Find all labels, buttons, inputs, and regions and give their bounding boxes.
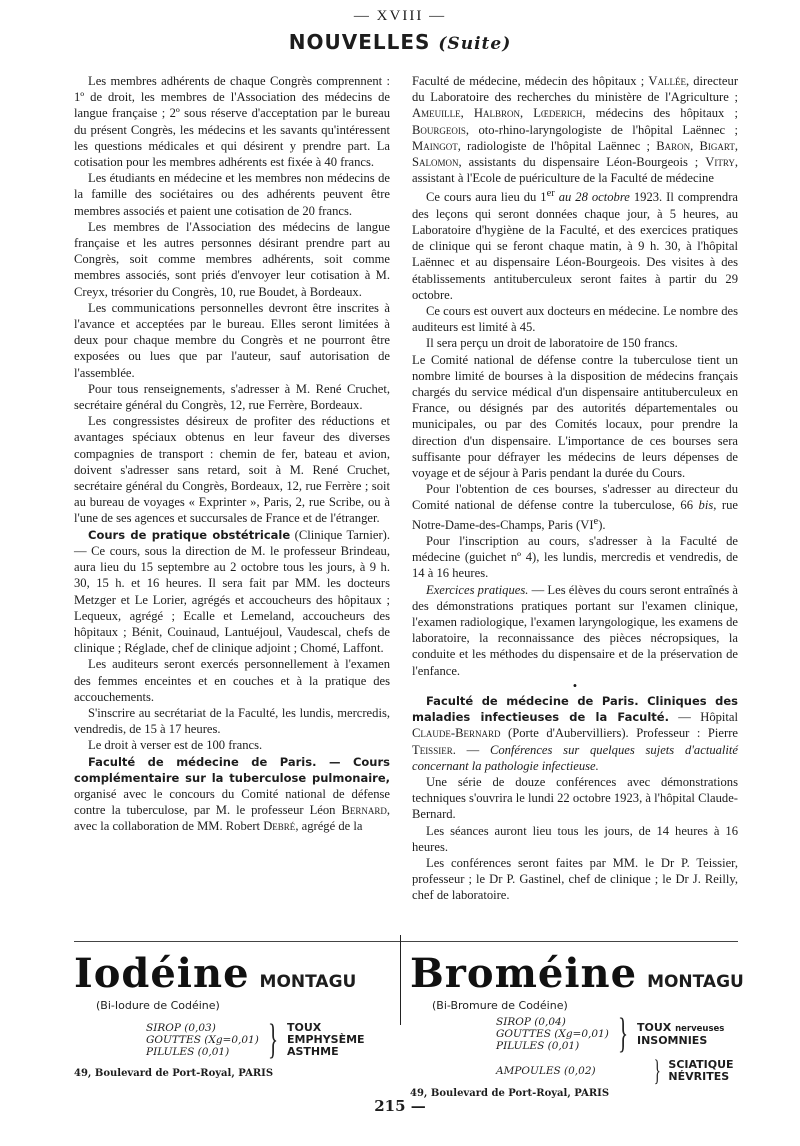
- text-italic: bis: [698, 498, 714, 513]
- page-header-roman: — XVIII —: [353, 8, 447, 24]
- ad-indications-bottom: [668, 1059, 733, 1083]
- paragraph: Les étudiants en médecine et les membres non médecins de la famille des sociétaires ou des adhérents peuvent être membres associés et paient une cotisation de 20 francs.: [74, 171, 390, 218]
- person-name: Teissier: [412, 742, 453, 757]
- title-main: NOUVELLES: [288, 30, 431, 54]
- ad-bromeine: [410, 950, 744, 1099]
- text: Faculté de médecine, médecin des hôpitaux ;: [412, 74, 649, 88]
- paragraph-infectious: [412, 693, 738, 774]
- title-suite: (Suite): [438, 34, 512, 54]
- text: , radiologiste de l'hôpital Laënnec ;: [457, 138, 657, 153]
- hospital-name: Claude-Bernard: [412, 726, 501, 741]
- ampoules-form: AMPOULES (0,02): [496, 1065, 596, 1077]
- ad-address: 49, Boulevard de Port-Royal, PARIS: [410, 1088, 610, 1099]
- text: Ce cours aura lieu du 1: [426, 190, 547, 205]
- superscript: e: [593, 515, 599, 527]
- form-item: PILULES (0,01): [496, 1040, 580, 1052]
- paragraph-text: , avec la collaboration de MM. Robert: [74, 803, 390, 834]
- brand-name: Broméine: [410, 950, 638, 997]
- paragraph: Le Comité national de défense contre la tuberculose tient un nombre limité de bourses à la disposition de médecins français chargés du service médical d'un dispensaire antituberculeux en France, ou désignés par des autorités départementales ou municipales, ou par des Comités locaux, pour prendre la direction d'un dispensaire. L'importance de ces bourses sera suffisante pour défrayer les médecins de leurs dépenses de voyage et de séjour à Paris pendant la durée du Cours.: [412, 352, 738, 481]
- left-column: [74, 73, 390, 835]
- ad-forms: [410, 1016, 609, 1052]
- indication: INSOMNIES: [636, 1033, 708, 1047]
- text-italic: Exercices pratiques.: [426, 582, 529, 597]
- section-heading: Faculté de médecine de Paris. — Cours complémentaire sur la tuberculose pulmonaire,: [74, 754, 390, 785]
- separator-dot: •: [572, 678, 578, 693]
- text-italic: Conférences sur quelques sujets d'actualité concernant la pathologie infectieuse.: [412, 742, 738, 773]
- ad-iodeine: [74, 950, 392, 1090]
- brand-name: Iodéine: [74, 950, 250, 997]
- page-title: [0, 30, 800, 54]
- paragraph: Les membres de l'Association des médecins de langue française et les autres personnes désirant prendre part au Congrès, soit comme membres adhérents, soit comme membres associés, sont priés d'envoyer leur cotisation à M. Creyx, trésorier du Congrès, 10, rue Boudet, à Bordeaux.: [74, 219, 390, 299]
- paragraph: Les communications personnelles devront être inscrites à l'avance et acceptées par le bureau. Elles seront limitées à deux pour chaque membre du Congrès et ne pourront être exposées ou lues que par l'auteur, sauf autorisation de l'assemblée.: [74, 300, 390, 380]
- bottom-rule: [74, 941, 738, 942]
- paragraph-obstetrics: [74, 527, 390, 657]
- indication: EMPHYSÈME: [286, 1033, 365, 1046]
- paragraph: Ce cours est ouvert aux docteurs en médecine. Le nombre des auditeurs est limité à 45.: [412, 304, 738, 335]
- brace-icon: }: [653, 1054, 661, 1087]
- ad-indications: [287, 1022, 365, 1058]
- ad-subtitle: (Bi-Iodure de Codéine): [96, 999, 220, 1012]
- brace-icon: }: [267, 1017, 278, 1063]
- person-name: Debré: [263, 819, 296, 834]
- form-item: SIROP (0,03): [146, 1022, 216, 1034]
- ad-indications: [637, 1022, 724, 1047]
- paragraph: Les auditeurs seront exercés personnellement à l'examen des femmes enceintes et en couches et à la pratique des accouchements.: [74, 657, 390, 704]
- date-italic: au 28 octobre: [554, 190, 630, 205]
- paragraph-exercises: [412, 582, 738, 679]
- text: , assistant à l'Ecole de puériculture de la Faculté de médecine: [412, 155, 738, 186]
- paragraph-text: , agrégé de la: [295, 819, 363, 834]
- text: , directeur du Laboratoire des recherches du ministère de l'Agriculture ;: [412, 74, 739, 105]
- indication-line: [637, 1022, 724, 1035]
- ad-subtitle: (Bi-Bromure de Codéine): [432, 999, 568, 1012]
- superscript: er: [546, 188, 555, 200]
- text: , rue Notre-Dame-des-Champs, Paris (VI: [412, 498, 738, 532]
- form-item: SIROP (0,04): [496, 1016, 566, 1028]
- indication: SCIATIQUE: [668, 1058, 734, 1071]
- text: ).: [598, 517, 606, 532]
- paragraph: Les séances auront lieu tous les jours, de 14 heures à 16 heures.: [412, 823, 738, 854]
- brand-suffix: MONTAGU: [259, 972, 357, 992]
- ad-ampoules-row: [410, 1054, 740, 1087]
- paragraph: Les membres adhérents de chaque Congrès comprennent : 1º de droit, les membres de l'Association des médecins de langue française ; 2º sous réserve d'acceptation par le bureau du présent Congrès, les médecins et les savants qu'intéressent les questions médicales et qui désirent y prendre part. La cotisation pour les membres adhérents est fixée à 40 francs.: [74, 74, 390, 170]
- right-column: [412, 73, 738, 904]
- person-names: Baron, Bigart, Salomon: [412, 138, 738, 170]
- text: , médecins des hôpitaux ;: [582, 106, 738, 121]
- ad-forms: [74, 1022, 259, 1058]
- paragraph: Une série de douze conférences avec démonstrations techniques s'ouvrira le lundi 22 octobre 1923, à l'hôpital Claude-Bernard.: [412, 774, 738, 822]
- person-name: Bourgeois: [412, 122, 466, 137]
- indication: ASTHME: [286, 1045, 339, 1058]
- paragraph: Les conférences seront faites par MM. le Dr P. Teissier, professeur ; le Dr P. Gastinel, chef de clinique ; le Dr J. Reilly, chef de laboratoire.: [412, 855, 738, 903]
- person-name: Bernard: [341, 803, 387, 818]
- paragraph: Pour l'inscription au cours, s'adresser à la Faculté de médecine (guichet nº 4), les lundis, mercredis et vendredis, de 14 à 16 heures.: [412, 534, 738, 581]
- ad-divider: [400, 935, 401, 1025]
- brand-suffix: MONTAGU: [647, 972, 744, 992]
- form-item: PILULES (0,01): [146, 1046, 230, 1058]
- form-item: GOUTTES (Xg=0,01): [146, 1034, 259, 1046]
- indication: NÉVRITES: [668, 1070, 730, 1083]
- ad-body: [410, 1011, 740, 1057]
- section-heading: Faculté de médecine de Paris. Cliniques des maladies infectieuses de la Faculté.: [412, 693, 738, 725]
- person-name: Maingot: [412, 138, 458, 153]
- paragraph: S'inscrire au secrétariat de la Faculté, les lundis, mercredis, vendredis, de 15 à 17 heures.: [74, 705, 390, 737]
- paragraph-address: [412, 481, 738, 533]
- text: 1923. Il comprendra des leçons qui seront données chaque jour, à 5 heures, au Laboratoire d'hygiène de la Faculté, et des exercices pratiques de clinique qui se feront chaque matin, à 9 h. 30, à l'hôpital Laënnec et au dispensaire Léon-Bourgeois. Des visites à des établissements antituberculeux seront faites à partir du 29 octobre.: [412, 190, 738, 302]
- ad-address: 49, Boulevard de Port-Royal, PARIS: [74, 1068, 274, 1079]
- ad-brand-line: [410, 950, 744, 997]
- indication: TOUX: [636, 1020, 672, 1034]
- person-name: Vallée: [648, 74, 686, 88]
- text: — Hôpital: [668, 710, 738, 725]
- ad-brand-line: [74, 950, 392, 997]
- brace-icon: }: [617, 1011, 628, 1057]
- indication: TOUX: [286, 1021, 322, 1034]
- page-number: 215 —: [374, 1097, 426, 1115]
- text: Pour l'obtention de ces bourses, s'adresser au directeur du Comité national de défense contre la tuberculose, 66: [412, 482, 738, 513]
- text: (Porte d'Aubervilliers). Professeur : Pierre: [500, 726, 738, 741]
- paragraph-dates: [412, 186, 738, 303]
- ad-body: [74, 1017, 392, 1063]
- indication-qualifier: nerveuses: [675, 1023, 725, 1034]
- text: , oto-rhino-laryngologiste de l'hôpital Laënnec ;: [465, 122, 738, 137]
- paragraph: Le droit à verser est de 100 francs.: [88, 738, 263, 753]
- text: , assistants du dispensaire Léon-Bourgeois ;: [458, 155, 706, 170]
- person-names: Ameuille, Halbron, Lœderich: [412, 106, 583, 121]
- paragraph: Il sera perçu un droit de laboratoire de 150 francs.: [426, 336, 678, 351]
- section-heading: Cours de pratique obstétricale: [88, 527, 291, 542]
- text: . —: [452, 742, 490, 757]
- paragraph-text: (Clinique Tarnier). — Ce cours, sous la direction de M. le professeur Brindeau, aura lieu du 15 septembre au 2 octobre tous les jours, à 9 h. 30, 15 h. et 16 heures. Il sera fait par MM. les docteurs Metzger et Le Lorier, agrégés et accoucheurs des hôpitaux ; Lequeux, agrégé ; Ecalle et Lemeland, accoucheurs des hôpitaux ; Bénit, Couinaud, Lantuéjoul, Vaudescal, chefs de clinique ; Réglade, chef de clinique adjoint ; Chomé, Laffont.: [74, 527, 390, 656]
- paragraph: Pour tous renseignements, s'adresser à M. René Cruchet, secrétaire général du Congrès, 12, rue Ferrère, Bordeaux.: [74, 381, 390, 413]
- person-name: Vitry: [705, 155, 735, 170]
- paragraph: Les congressistes désireux de profiter des réductions et avantages spéciaux obtenus en leur faveur des diverses compagnies de transport : chemin de fer, bateau et avion, doivent s'adresser sans retard, soit à M. René Cruchet, secrétaire général du Congrès, Bordeaux, 12, rue Ferrère ; soit au bureau de voyages « Exprinter », Paris, 2, rue Scribe, ou à l'une de ses agences et succursales de France et de l'étranger.: [74, 414, 390, 526]
- text: — Les élèves du cours seront entraînés à des démonstrations pratiques portant sur l'examen clinique, l'examen radiologique, l'examen laryngologique, les examens de laboratoire, la reconnaissance des pièces nécropsiques, la conduite et les méthodes du dispensaire et de la préservation de l'enfance.: [412, 582, 738, 678]
- paragraph-tuberculosis: [74, 754, 390, 835]
- form-item: GOUTTES (Xg=0,01): [496, 1028, 609, 1040]
- paragraph-text: organisé avec le concours du Comité national de défense contre la tuberculose, par M. le professeur Léon: [74, 786, 390, 818]
- paragraph-collaborators: [412, 73, 738, 186]
